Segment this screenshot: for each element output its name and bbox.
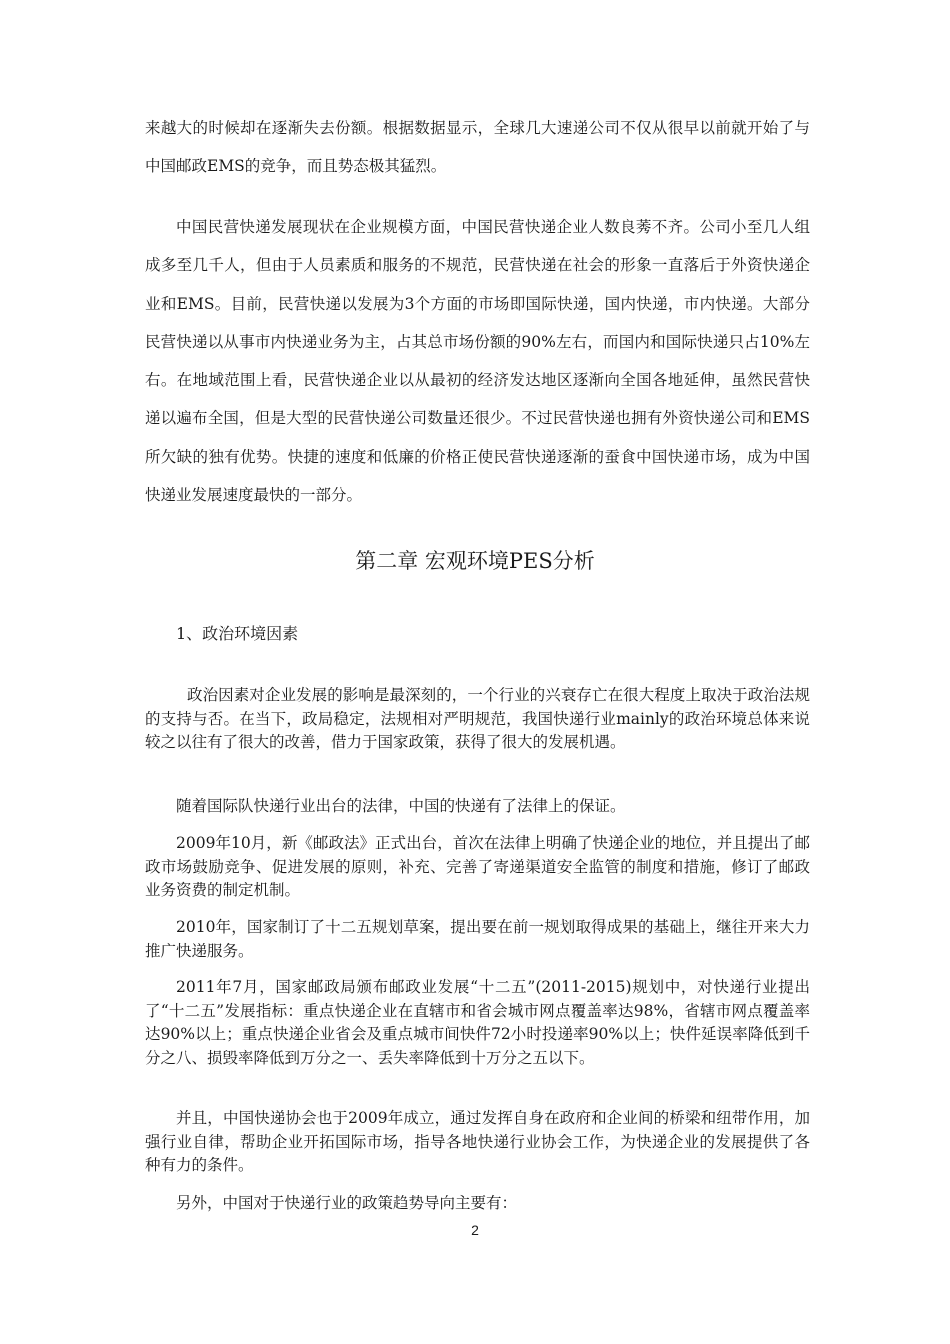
paragraph-continuation: 来越大的时候却在逐渐失去份额。根据数据显示，全球几大速递公司不仅从很早以前就开始了与中国邮政EMS的竞争，而且势态极其猛烈。 — [145, 119, 810, 176]
page-number: 2 — [471, 1222, 479, 1238]
paragraph-express-association: 并且，中国快递协会也于2009年成立，通过发挥自身在政府和企业间的桥梁和纽带作用，加强行业自律，帮助企业开拓国际市场，指导各地快递行业协会工作，为快递企业的发展提供了各种有力的条件。 — [145, 1109, 810, 1175]
paragraph-international-law: 随着国际队快递行业出台的法律，中国的快递有了法律上的保证。 — [176, 797, 626, 815]
paragraph-plan-2011: 2011年7月，国家邮政局颁布邮政业发展“十二五”(2011-2015)规划中，对快递行业提出了“十二五”发展指标：重点快递企业在直辖市和省会城市网点覆盖率达98%，省辖市网点覆盖率达90%以上；重点快递企业省会及重点城市间快件72小时投递率90%以上；快件延误率降低到千分之八、损毁率降低到万分之一、丢失率降低到十万分之五以下。 — [145, 978, 810, 1067]
section-title: 1、政治环境因素 — [176, 624, 299, 643]
paragraph-postal-law-2009: 2009年10月，新《邮政法》正式出台，首次在法律上明确了快递企业的地位，并且提出了邮政市场鼓励竞争、促进发展的原则，补充、完善了寄递渠道安全监管的制度和措施，修订了邮政业务资费的制定机制。 — [145, 834, 810, 900]
paragraph-private-express-status: 中国民营快递发展现状在企业规模方面，中国民营快递企业人数良莠不齐。公司小至几人组成多至几千人，但由于人员素质和服务的不规范，民营快递在社会的形象一直落后于外资快递企业和EMS。目前，民营快递以发展为3个方面的市场即国际快递，国内快递，市内快递。大部分民营快递以从事市内快递业务为主，占其总市场份额的90%左右，而国内和国际快递只占10%左右。在地域范围上看，民营快递企业以从最初的经济发达地区逐渐向全国各地延伸，虽然民营快递以遍布全国，但是大型的民营快递公司数量还很少。不过民营快递也拥有外资快递公司和EMS所欠缺的独有优势。快捷的速度和低廉的价格正使民营快递逐渐的蚕食中国快递市场，成为中国快递业发展速度最快的一部分。 — [145, 218, 810, 505]
paragraph-plan-2010: 2010年，国家制订了十二五规划草案，提出要在前一规划取得成果的基础上，继往开来大力推广快递服务。 — [145, 918, 810, 960]
paragraph-political-factors: 政治因素对企业发展的影响是最深刻的，一个行业的兴衰存亡在很大程度上取决于政治法规的支持与否。在当下，政局稳定，法规相对严明规范，我国快递行业mainly的政治环境总体来说较之以往有了很大的改善，借力于国家政策，获得了很大的发展机遇。 — [145, 686, 810, 752]
chapter-title: 第二章 宏观环境PES分析 — [355, 549, 595, 573]
paragraph-policy-trends: 另外，中国对于快递行业的政策趋势导向主要有： — [176, 1194, 518, 1212]
